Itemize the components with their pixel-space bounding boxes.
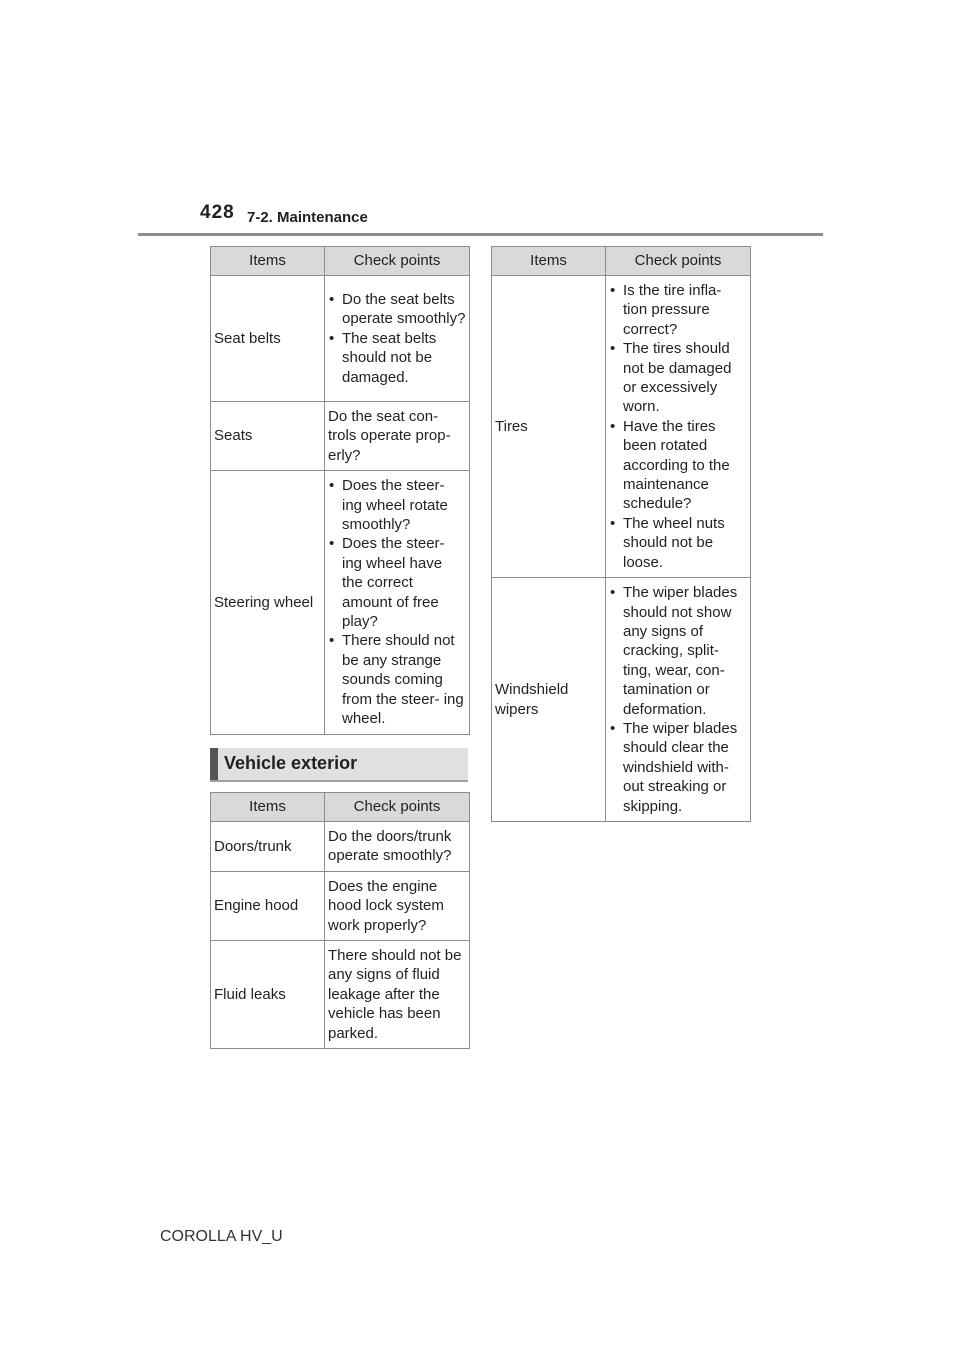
item-cell: Tires (492, 276, 606, 578)
table-row (211, 402, 470, 471)
heading-accent-bar (210, 748, 218, 780)
item-cell: Windshield wipers (492, 578, 606, 822)
section-title: 7-2. Maintenance (247, 209, 368, 226)
check-point: • Have the tires been rotated according to the maintenance schedule? (609, 417, 747, 514)
column-header-check-points: Check points (325, 793, 470, 822)
interior-check-table (210, 246, 470, 735)
check-point: • Do the seat belts operate smoothly? (328, 290, 466, 329)
column-header-items: Items (211, 793, 325, 822)
table-row (211, 941, 470, 1049)
check-point: • Does the steer- ing wheel have the correct amount of free play? (328, 534, 466, 631)
item-cell: Doors/trunk (211, 822, 325, 872)
column-header-items: Items (492, 247, 606, 276)
tires-wipers-check-table (491, 246, 751, 822)
item-cell: Fluid leaks (211, 941, 325, 1049)
page-number: 428 (200, 202, 235, 223)
exterior-check-table (210, 792, 470, 1049)
check-points-cell (325, 276, 470, 402)
check-point: • The wheel nuts should not be loose. (609, 514, 747, 572)
check-point: • Does the steer- ing wheel rotate smoothly? (328, 476, 466, 534)
check-points-cell (606, 578, 751, 822)
check-point: • Is the tire infla- tion pressure correct? (609, 281, 747, 339)
check-points-cell: Do the doors/trunk operate smoothly? (325, 822, 470, 872)
column-header-check-points: Check points (606, 247, 751, 276)
footer-model-code: COROLLA HV_U (160, 1228, 283, 1245)
check-point: • The tires should not be damaged or excessively worn. (609, 339, 747, 417)
table-row (211, 822, 470, 872)
check-point: • The seat belts should not be damaged. (328, 329, 466, 387)
check-points-cell (325, 471, 470, 734)
table-row (492, 578, 751, 822)
check-points-cell: There should not be any signs of fluid leakage after the vehicle has been parked. (325, 941, 470, 1049)
vehicle-exterior-title: Vehicle exterior (224, 753, 358, 773)
check-points-cell (606, 276, 751, 578)
check-point: • The wiper blades should clear the windshield with- out streaking or skipping. (609, 719, 747, 816)
table-row (211, 471, 470, 734)
column-header-check-points: Check points (325, 247, 470, 276)
item-cell: Steering wheel (211, 471, 325, 734)
check-point: • There should not be any strange sounds coming from the steer- ing wheel. (328, 631, 466, 728)
column-header-items: Items (211, 247, 325, 276)
table-row (492, 276, 751, 578)
check-points-cell: Does the engine hood lock system work properly? (325, 871, 470, 940)
table-row (211, 871, 470, 940)
check-points-cell: Do the seat con- trols operate prop- erly? (325, 402, 470, 471)
header-divider (138, 233, 823, 236)
item-cell: Seat belts (211, 276, 325, 402)
item-cell: Seats (211, 402, 325, 471)
item-cell: Engine hood (211, 871, 325, 940)
check-point: • The wiper blades should not show any signs of cracking, split- ting, wear, con- tamination or deformation. (609, 583, 747, 719)
vehicle-exterior-heading (210, 748, 468, 782)
table-row (211, 276, 470, 402)
